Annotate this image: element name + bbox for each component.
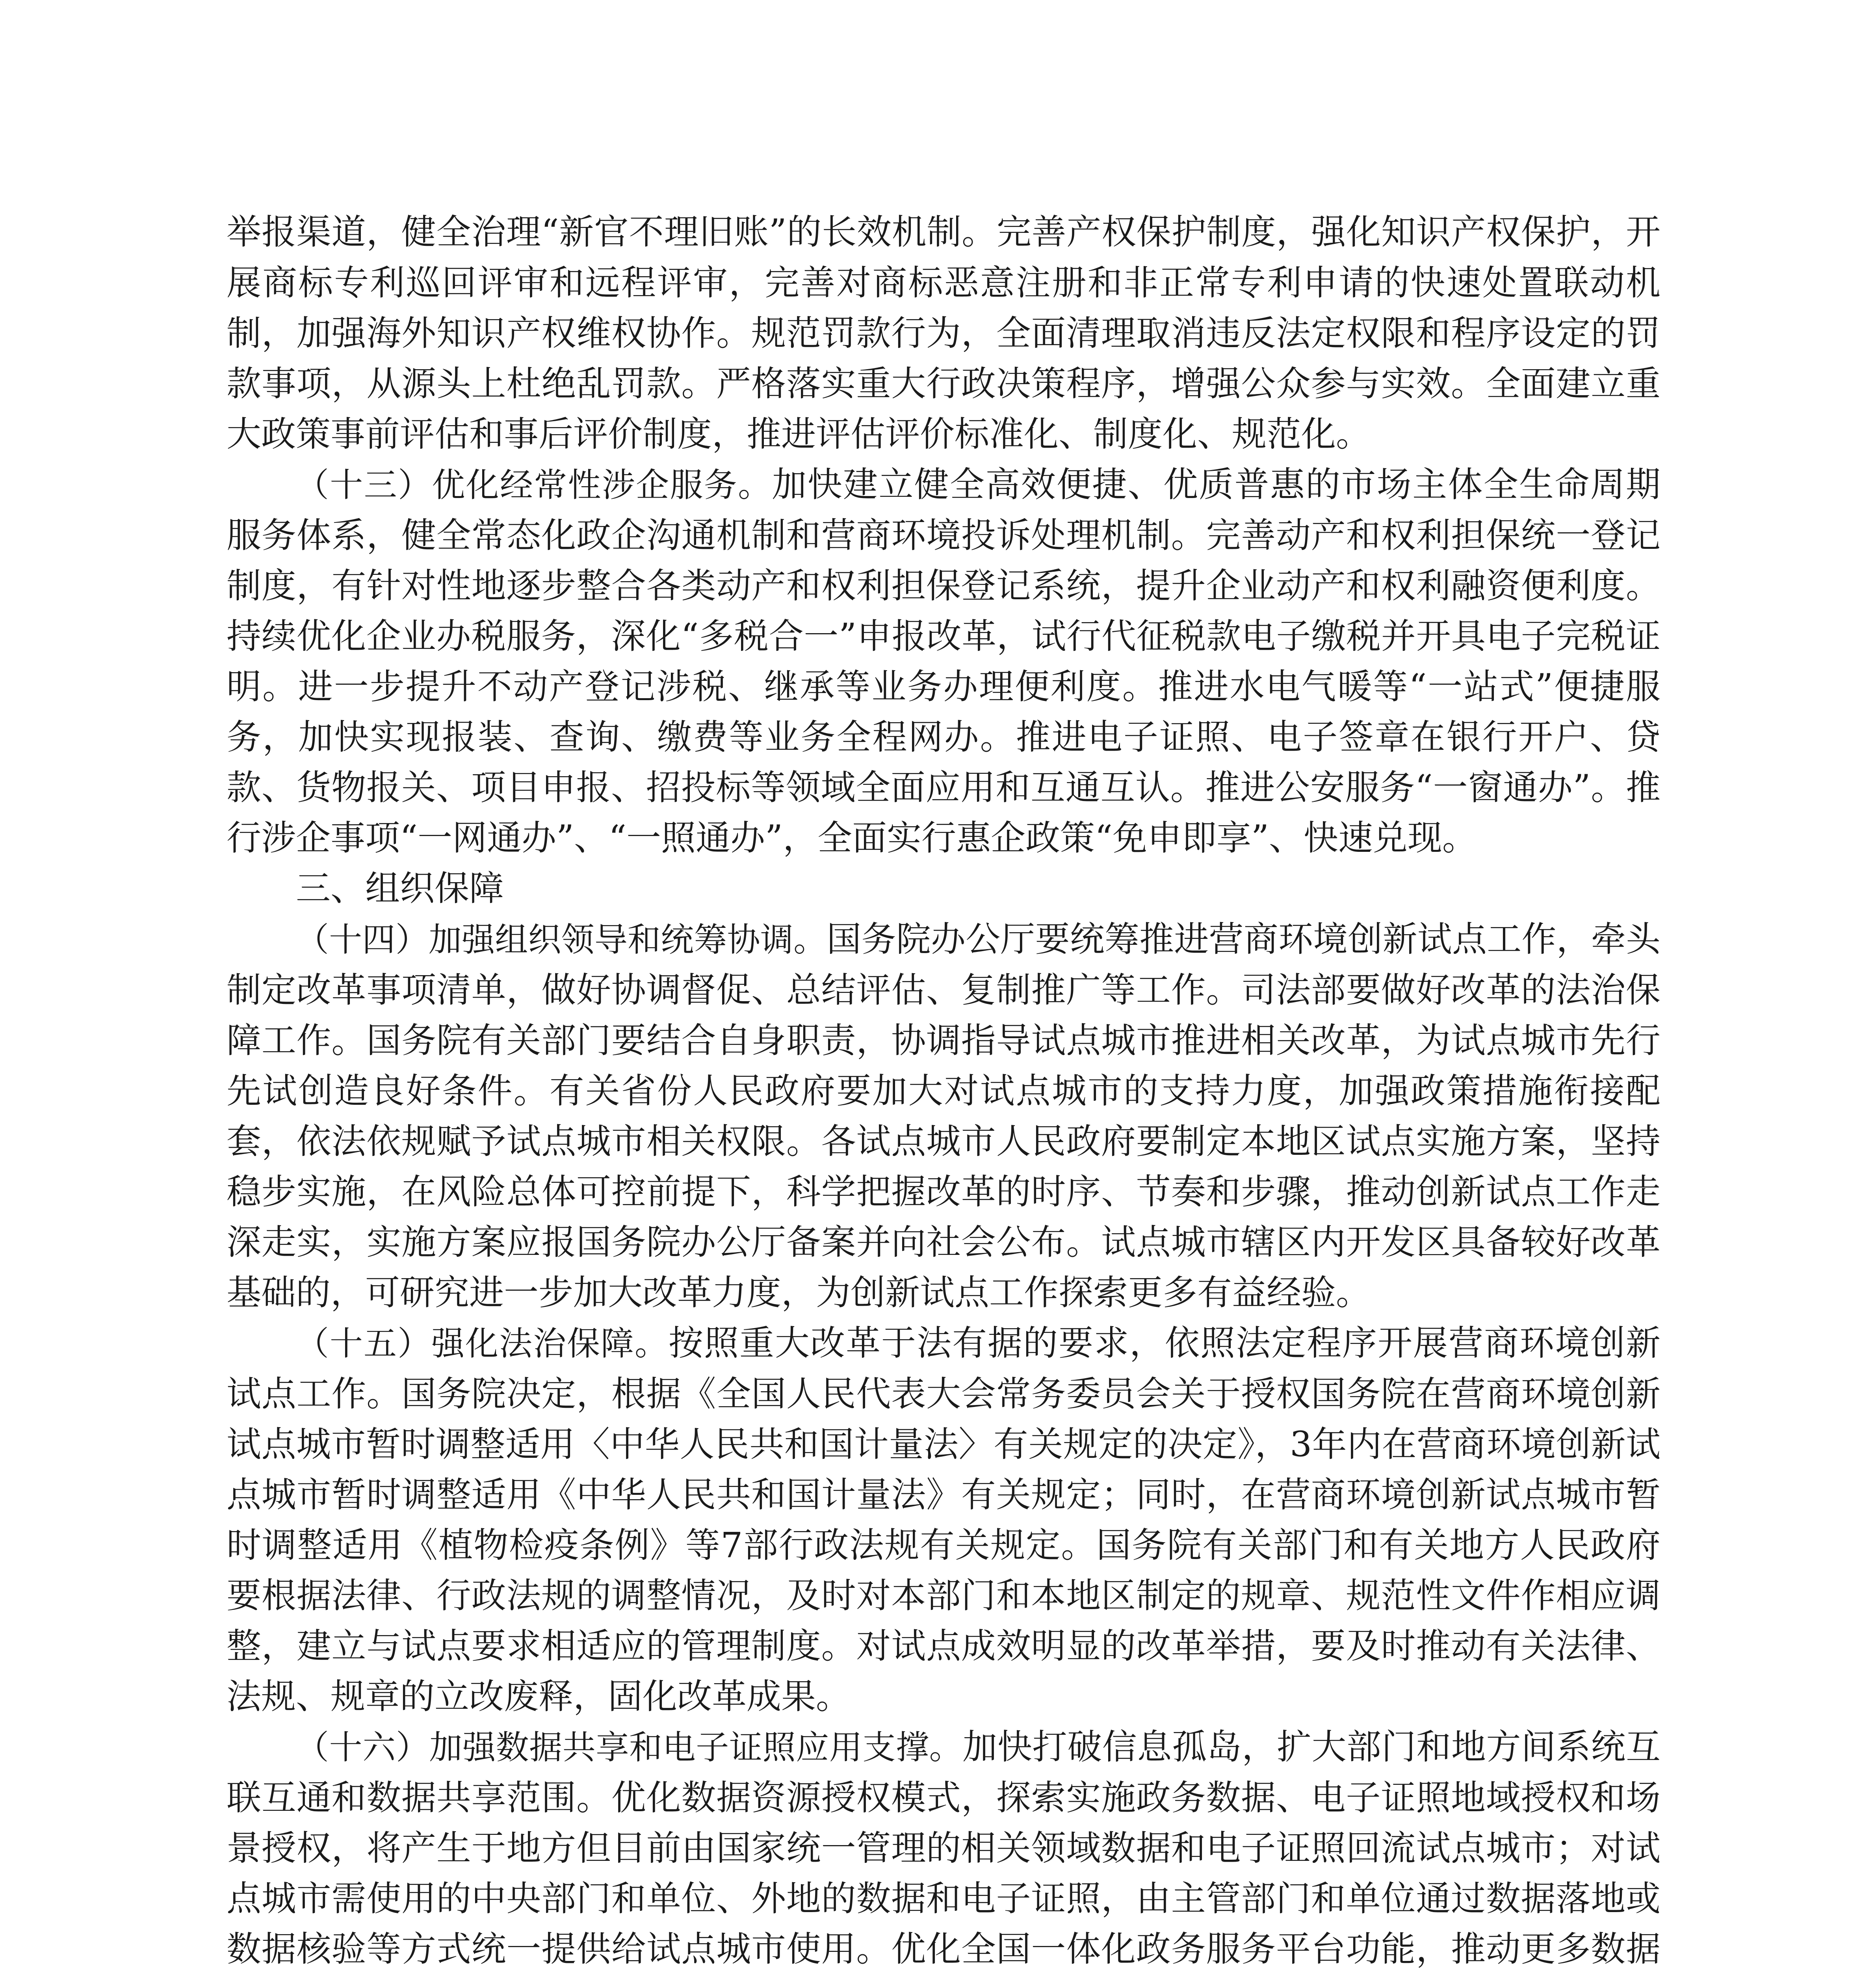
- paragraph-item-14: [227, 914, 1661, 1318]
- paragraph-lead: （十五）强化法治保障。: [296, 1324, 669, 1363]
- paragraph-item-16: [227, 1722, 1661, 1970]
- paragraph-lead: （十六）加强数据共享和电子证照应用支撑。: [296, 1728, 963, 1767]
- paragraph-lead: （十四）加强组织领导和统筹协调。: [296, 920, 827, 959]
- paragraph-lead: （十三）优化经常性涉企服务。: [296, 466, 772, 504]
- paragraph-item-15: [227, 1318, 1661, 1722]
- paragraph-text: 举报渠道，健全治理“新官不理旧账”的长效机制。完善产权保护制度，强化知识产权保护，开展商标专利巡回评审和远程评审，完善对商标恶意注册和非正常专利申请的快速处置联动机制，加强海外知识产权维权协作。规范罚款行为，全面清理取消违反法定权限和程序设定的罚款事项，从源头上杜绝乱罚款。严格落实重大行政决策程序，增强公众参与实效。全面建立重大政策事前评估和事后评价制度，推进评估评价标准化、制度化、规范化。: [227, 212, 1661, 454]
- paragraph-text: 按照重大改革于法有据的要求，依照法定程序开展营商环境创新试点工作。国务院决定，根据《全国人民代表大会常务委员会关于授权国务院在营商环境创新试点城市暂时调整适用〈中华人民共和国计量法〉有关规定的决定》，3年内在营商环境创新试点城市暂时调整适用《中华人民共和国计量法》有关规定；同时，在营商环境创新试点城市暂时调整适用《植物检疫条例》等7部行政法规有关规定。国务院有关部门和有关地方人民政府要根据法律、行政法规的调整情况，及时对本部门和本地区制定的规章、规范性文件作相应调整，建立与试点要求相适应的管理制度。对试点成效明显的改革举措，要及时推动有关法律、法规、规章的立改废释，固化改革成果。: [227, 1323, 1661, 1717]
- section-heading-text: 三、组织保障: [296, 868, 504, 909]
- document-body: [227, 207, 1661, 1970]
- paragraph-text: 加快打破信息孤岛，扩大部门和地方间系统互联互通和数据共享范围。优化数据资源授权模式，探索实施政务数据、电子证照地域授权和场景授权，将产生于地方但目前由国家统一管理的相关领域数据和电子证照回流试点城市；对试点城市需使用的中央部门和单位、外地的数据和电子证照，由主管部门和单位通过数据落地或数据核验等方式统一提供给试点城市使用。优化全国一体化政务服务平台功能，推动更多数据: [227, 1727, 1661, 1969]
- paragraph-continued: [227, 207, 1661, 459]
- section-heading: [227, 863, 1661, 914]
- paragraph-text: 国务院办公厅要统筹推进营商环境创新试点工作，牵头制定改革事项清单，做好协调督促、总结评估、复制推广等工作。司法部要做好改革的法治保障工作。国务院有关部门要结合自身职责，协调指导试点城市推进相关改革，为试点城市先行先试创造良好条件。有关省份人民政府要加大对试点城市的支持力度，加强政策措施衔接配套，依法依规赋予试点城市相关权限。各试点城市人民政府要制定本地区试点实施方案，坚持稳步实施，在风险总体可控前提下，科学把握改革的时序、节奏和步骤，推动创新试点工作走深走实，实施方案应报国务院办公厅备案并向社会公布。试点城市辖区内开发区具备较好改革基础的，可研究进一步加大改革力度，为创新试点工作探索更多有益经验。: [227, 919, 1661, 1313]
- paragraph-text: 加快建立健全高效便捷、优质普惠的市场主体全生命周期服务体系，健全常态化政企沟通机制和营商环境投诉处理机制。完善动产和权利担保统一登记制度，有针对性地逐步整合各类动产和权利担保登记系统，提升企业动产和权利融资便利度。持续优化企业办税服务，深化“多税合一”申报改革，试行代征税款电子缴税并开具电子完税证明。进一步提升不动产登记涉税、继承等业务办理便利度。推进水电气暖等“一站式”便捷服务，加快实现报装、查询、缴费等业务全程网办。推进电子证照、电子签章在银行开户、贷款、货物报关、项目申报、招投标等领域全面应用和互通互认。推进公安服务“一窗通办”。推行涉企事项“一网通办”、“一照通办”，全面实行惠企政策“免申即享”、快速兑现。: [227, 464, 1661, 858]
- paragraph-item-13: [227, 459, 1661, 863]
